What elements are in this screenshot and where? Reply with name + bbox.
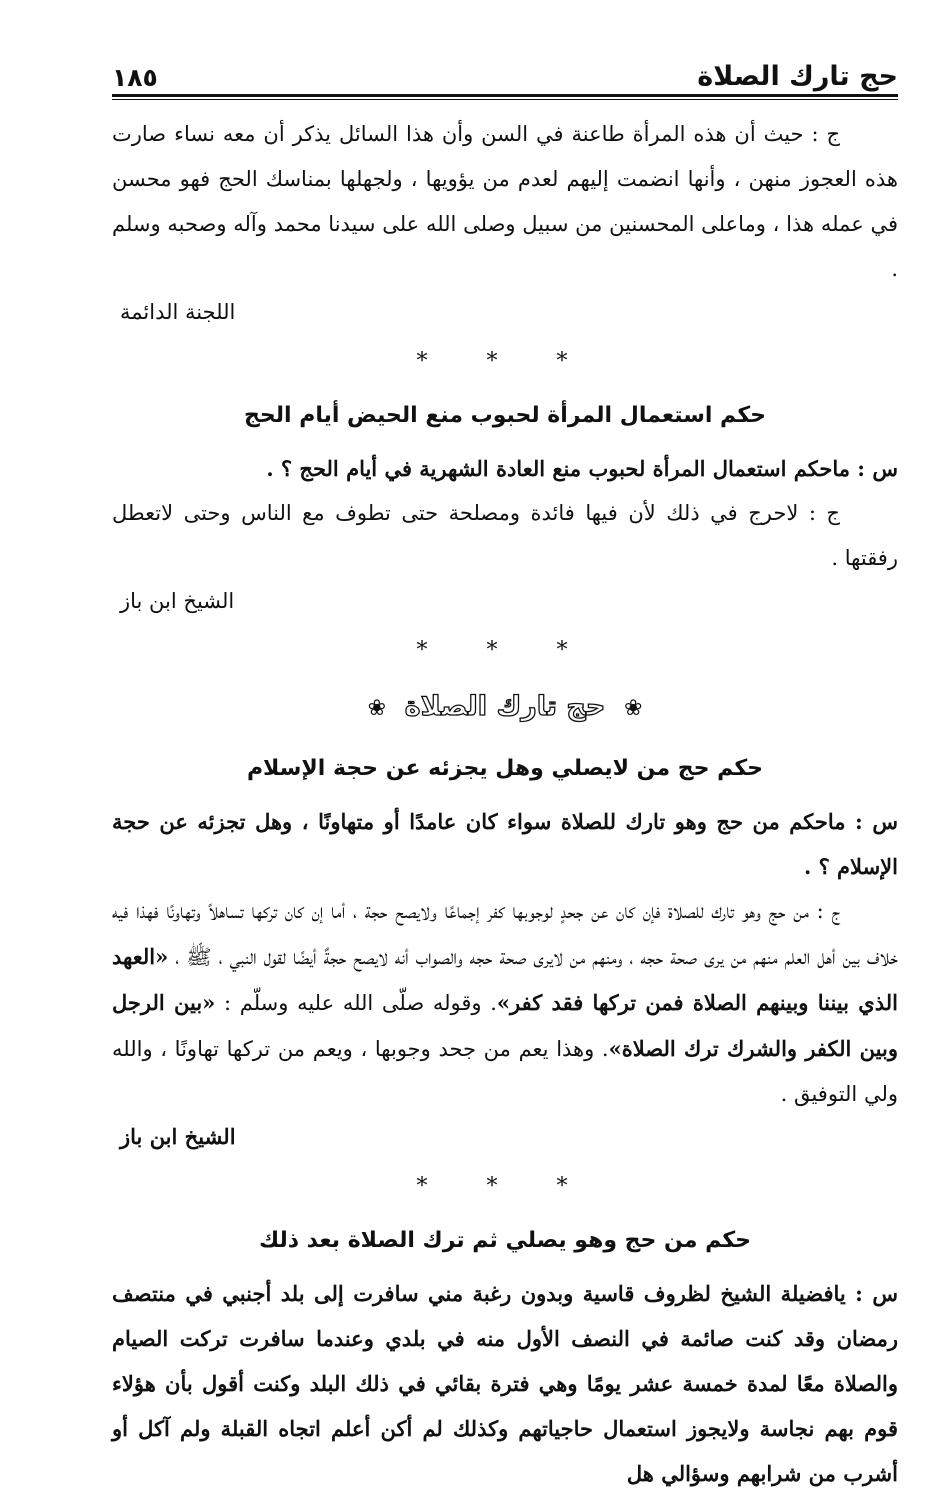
page-body bbox=[112, 112, 898, 1496]
page-number: ١٨٥ bbox=[112, 63, 158, 92]
header-rule-thick bbox=[112, 94, 898, 97]
ornament-icon: ❀ bbox=[623, 696, 643, 721]
hadith-quote: «العهد الذي بيننا وبينهم الصلاة فمن تركها فقد كفر» bbox=[112, 944, 898, 1015]
chapter-title bbox=[112, 677, 898, 739]
question-paragraph: س : ماحكم استعمال المرأة لحبوب منع العادة الشهرية في أيام الحج ؟ . bbox=[266, 456, 898, 481]
answer-paragraph: ج : لاحرج في ذلك لأن فيها فائدة ومصلحة حتى تطوف مع الناس وحتى لاتعطل رفقتها . bbox=[112, 501, 898, 570]
question-paragraph: س : يافضيلة الشيخ لظروف قاسية وبدون رغبة مني سافرت إلى بلد أجنبي في منتصف رمضان وقد كنت صائمة في النصف الأول منه في بلدي وعندما سافرت تركت الصيام والصلاة معًا لمدة خمسة عشر يومًا وهي فترة بقائي في ذلك البلد وكنت أقول بأن هؤلاء قوم بهم نجاسة ولايجوز استعمال حاجياتهم وكذلك لم أكن أعلم اتجاه القبلة ولم آكل أو أشرب من شرابهم وسؤالي هل bbox=[112, 1281, 898, 1486]
separator-stars: * * * bbox=[416, 1174, 594, 1199]
separator-stars: * * * bbox=[416, 638, 594, 663]
section-heading: حكم حج من لايصلي وهل يجزئه عن حجة الإسلام bbox=[246, 756, 764, 781]
signature: الشيخ ابن باز bbox=[120, 589, 235, 613]
header-rule-thin bbox=[112, 99, 898, 100]
hadith-quote: «بين الرجل وبين الكفر والشرك ترك الصلاة» bbox=[112, 990, 898, 1061]
answer-paragraph: ج : حيث أن هذه المرأة طاعنة في السن وأن هذا السائل يذكر أن معه نساء صارت هذه العجوز منهن ، وأنها انضمت إليهم لعدم من يؤويها ، ولجهلها بمناسك الحج فهو محسن في عمله هذا ، وماعلى المحسنين من سبيل وصلى الله على سيدنا محمد وآله وصحبه وسلم . bbox=[112, 122, 898, 281]
answer-text: . وهذا يعم من جحد وجوبها ، ويعم من تركها تهاونًا ، والله ولي التوفيق . bbox=[112, 1037, 898, 1106]
answer-text: ج : من حج وهو تارك للصلاة فإن كان عن جحدٍ لوجوبها كفر إجماعًا ولايصح حجة ، أما إن كان تركها تساهلاً وتهاونًا فهذا فيه خلاف بين أهل العلم منهم من يرى صحة حجه ، ومنهم من لايرى صحة حجه والصواب أنه لايصح حجةٌ أيضًا لقول النبي ، ﷺ ، bbox=[112, 899, 898, 969]
section-heading: حكم من حج وهو يصلي ثم ترك الصلاة بعد ذلك bbox=[258, 1228, 752, 1253]
answer-text: . وقوله صلّى الله عليه وسلّم : bbox=[223, 991, 497, 1015]
separator-stars: * * * bbox=[416, 349, 594, 374]
running-head: حج تارك الصلاة bbox=[697, 61, 898, 92]
answer-paragraph bbox=[112, 889, 898, 1117]
page-header bbox=[112, 52, 898, 92]
ornament-icon: ❀ bbox=[367, 696, 387, 721]
signature: اللجنة الدائمة bbox=[120, 300, 236, 324]
chapter-title-text: حج تارك الصلاة bbox=[404, 691, 606, 722]
signature: الشيخ ابن باز bbox=[120, 1124, 236, 1149]
section-heading: حكم استعمال المرأة لحبوب منع الحيض أيام الحج bbox=[244, 403, 766, 428]
question-paragraph: س : ماحكم من حج وهو تارك للصلاة سواء كان عامدًا أو متهاونًا ، وهل تجزئه عن حجة الإسلام ؟ . bbox=[112, 809, 898, 879]
